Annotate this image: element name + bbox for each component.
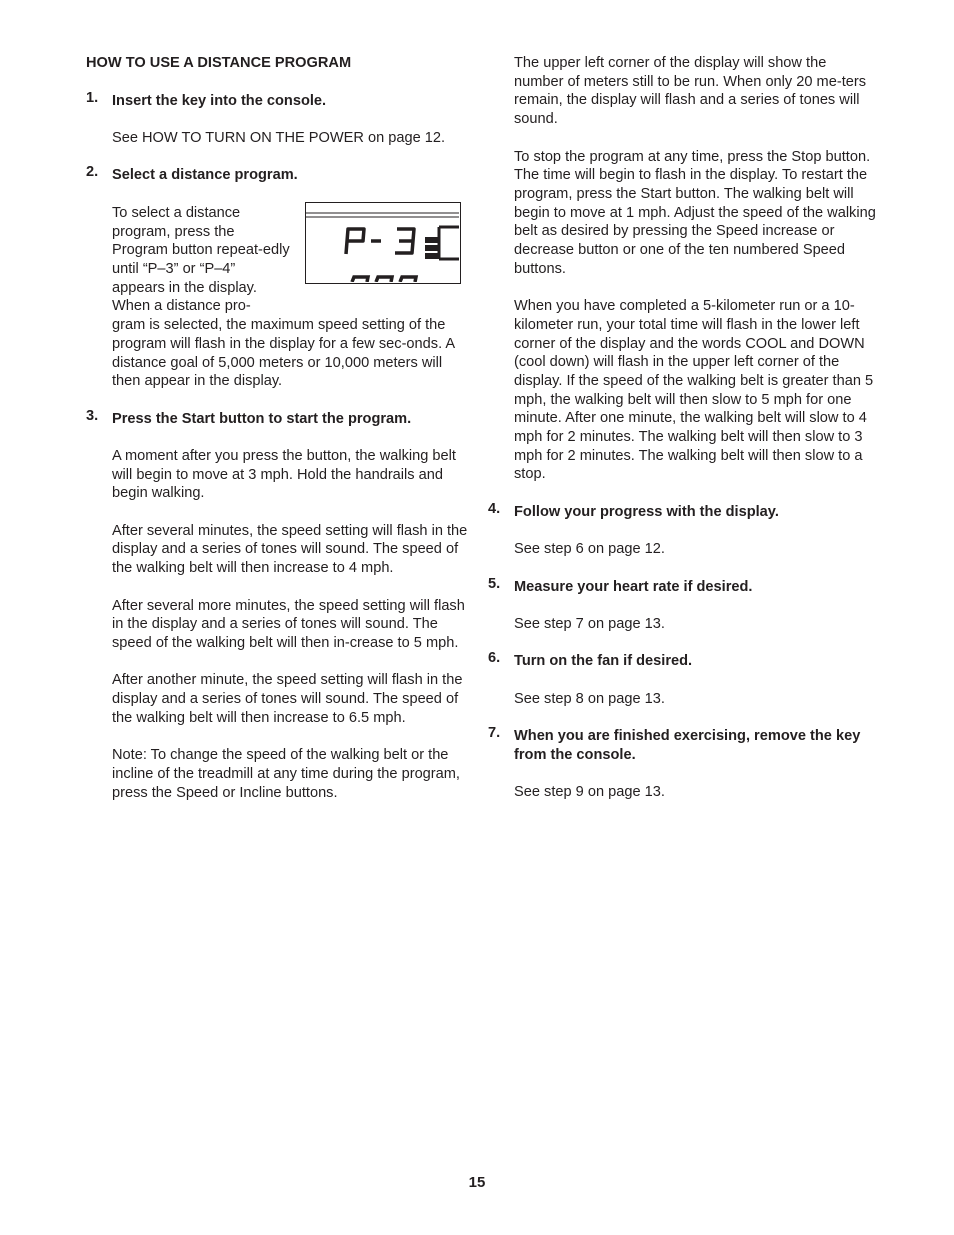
right-column (488, 54, 878, 821)
step-6 (488, 652, 878, 708)
step-number: 5. (488, 575, 501, 592)
step-number: 4. (488, 500, 501, 517)
step-text: After several minutes, the speed setting will flash in the display and a series of tones will sound. The speed of the walking belt will then increase to 4 mph. (112, 522, 468, 577)
step-4 (488, 500, 878, 559)
step-title: Measure your heart rate if desired. (514, 578, 753, 595)
step-3 (86, 407, 470, 803)
step-title: Press the Start button to start the program. (112, 410, 412, 427)
step-text: See step 7 on page 13. (514, 616, 665, 632)
step-3-continued (488, 54, 878, 484)
step-title: Select a distance program. (112, 167, 298, 184)
console-display-figure (305, 202, 461, 284)
step-text: See step 9 on page 13. (514, 784, 665, 801)
page-number: 15 (468, 1174, 486, 1191)
step-text: The upper left corner of the display will show the number of meters still to be run. When only 20 me-ters remain, the display will flash and a series of tones will sound. (514, 55, 867, 128)
step-number: 3. (86, 407, 99, 424)
step-text-continued: gram is selected, the maximum speed setting of the program will flash in the display for a few sec-onds. A distance goal of 5,000 meters or 10,000 meters will then appear in the display. (112, 317, 455, 390)
step-text: To stop the program at any time, press the Stop button. The time will begin to flash in the display. To restart the program, press the Start button. The walking belt will begin to move at 1 mph. Adjust the speed of the walking belt as desired by pressing the Speed increase or decrease button or one of the ten numbered Speed buttons. (514, 148, 876, 277)
step-number: 2. (86, 164, 99, 181)
step-title: Insert the key into the console. (112, 92, 327, 109)
step-text: Note: To change the speed of the walking belt or the incline of the treadmill at any time during the program, press the Speed or Incline buttons. (112, 747, 460, 801)
step-number: 1. (86, 89, 99, 106)
step-1 (86, 89, 470, 148)
left-column (86, 54, 470, 821)
step-5 (488, 575, 878, 634)
step-text: See step 6 on page 12. (514, 541, 665, 558)
step-text-wrapped: To select a distance program, press the Program button repeat-edly until “P–3” or “P–4” appears in the display. When a distance pro- (112, 204, 290, 315)
step-number: 7. (488, 725, 501, 742)
step-title: Follow your progress with the display. (514, 503, 779, 520)
lcd-illustration (306, 203, 459, 282)
step-text: When you have completed a 5-kilometer run or a 10-kilometer run, your total time will flash in the lower left corner of the display and the words COOL and DOWN (cool down) will flash in the upper left corner of the display. If the speed of the walking belt is greater than 5 mph, the walking belt will then slow to 5 mph for one minute. After one minute, the walking belt will slow to 4 mph for 2 minutes. The walking belt will then slow to 3 mph for 2 minutes. The walking belt will then slow to a stop. (514, 298, 874, 483)
step-text: A moment after you press the button, the walking belt will begin to move at 3 mph. Hold the handrails and begin walking. (112, 447, 456, 502)
step-text: After another minute, the speed setting will flash in the display and a series of tones will sound. The speed of the walking belt will then increase to 6.5 mph. (112, 672, 463, 726)
step-text: See step 8 on page 13. (514, 690, 665, 707)
step-number: 6. (488, 650, 501, 667)
step-7 (488, 727, 878, 802)
section-heading: HOW TO USE A DISTANCE PROGRAM (86, 55, 352, 71)
step-title: When you are finished exercising, remove the key from the console. (514, 728, 861, 763)
step-text: After several more minutes, the speed setting will flash in the display and a series of tones will sound. The speed of the walking belt will then in-crease to 5 mph. (112, 597, 465, 651)
step-title: Turn on the fan if desired. (514, 653, 693, 670)
step-2 (86, 166, 470, 390)
step-text: See HOW TO TURN ON THE POWER on page 12. (112, 130, 446, 147)
